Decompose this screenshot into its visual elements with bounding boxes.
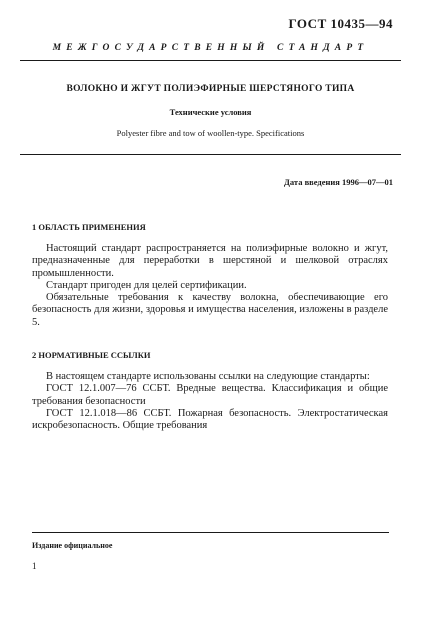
section-2-paragraph: В настоящем стандарте использованы ссылки на следующие стандарты: [46, 371, 370, 382]
section-2-heading: 2 НОРМАТИВНЫЕ ССЫЛКИ [32, 350, 151, 360]
section-1-paragraph: Настоящий стандарт распространяется на полиэфирные волокно и жгут, предназначенные для переработки в шерстяной и шелковой отраслях промышленности. [32, 243, 388, 279]
section-2-paragraph: ГОСТ 12.1.018—86 ССБТ. Пожарная безопасность. Электростатическая искробезопасность. Общие требования [32, 407, 388, 432]
interstate-standard-banner: МЕЖГОСУДАРСТВЕННЫЙ СТАНДАРТ [52, 43, 369, 53]
standard-code: ГОСТ 10435—94 [288, 16, 393, 31]
section-1-heading: 1 ОБЛАСТЬ ПРИМЕНЕНИЯ [32, 222, 146, 232]
section-2-paragraph: ГОСТ 12.1.007—76 ССБТ. Вредные вещества. Классификация и общие требования безопасности [32, 383, 388, 407]
section-2-text [32, 371, 388, 432]
footer-divider [32, 532, 389, 533]
document-subtitle: Технические условия [169, 107, 252, 117]
top-divider [20, 60, 401, 61]
title-divider [20, 154, 401, 155]
page-number: 1 [32, 561, 37, 571]
section-1-paragraph: Стандарт пригоден для целей сертификации. [46, 279, 247, 291]
section-1-text [32, 243, 388, 329]
effective-date: Дата введения 1996—07—01 [284, 177, 393, 187]
official-edition-note: Издание официальное [32, 541, 113, 550]
document-title: ВОЛОКНО И ЖГУТ ПОЛИЭФИРНЫЕ ШЕРСТЯНОГО ТИПА [66, 84, 355, 94]
section-1-paragraph: Обязательные требования к качеству волокна, обеспечивающие его безопасность для жизни, здоровья и имущества населения, изложены в разделе 5. [32, 292, 388, 328]
english-title: Polyester fibre and tow of woollen-type. Specifications [116, 128, 305, 138]
